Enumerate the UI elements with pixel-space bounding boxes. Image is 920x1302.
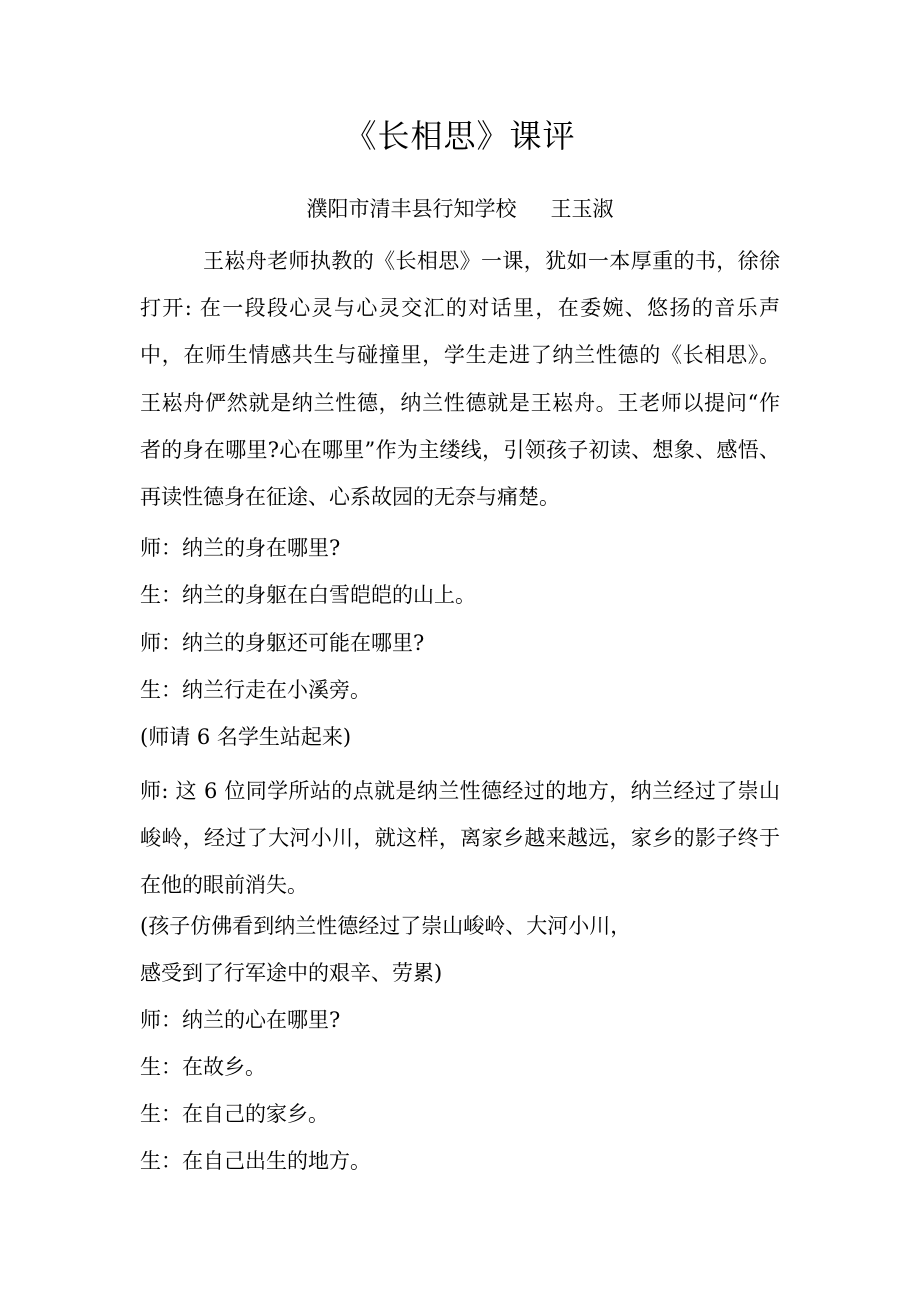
- dialogue-line: 师：纳兰的身在哪里?: [140, 536, 341, 560]
- dialogue-line: 生：纳兰的身躯在白雪皑皑的山上。: [140, 583, 476, 607]
- teacher-paragraph: 师: 这 6 位同学所站的点就是纳兰性德经过的地方，纳兰经过了崇山峻岭，经过了大河小川，就这样，离家乡越来越远，家乡的影子终于在他的眼前消失。: [140, 779, 780, 898]
- document-title: 《长相思》课评: [344, 117, 576, 155]
- dialogue-line: 师：纳兰的身躯还可能在哪里?: [140, 631, 425, 655]
- dialogue-line: 生：在自己出生的地方。: [140, 1149, 371, 1173]
- dialogue-line: 生：在故乡。: [140, 1055, 266, 1079]
- observation-note: (孩子仿佛看到纳兰性德经过了崇山峻岭、大河小川，: [140, 914, 632, 938]
- school-name: 濮阳市清丰县行知学校: [306, 197, 517, 221]
- author-name: 王玉淑: [550, 197, 614, 221]
- stage-note: (师请 6 名学生站起来): [140, 725, 352, 749]
- dialogue-line: 生：纳兰行走在小溪旁。: [140, 678, 371, 702]
- dialogue-line: 师：纳兰的心在哪里?: [140, 1008, 341, 1032]
- observation-note: 感受到了行军途中的艰辛、劳累): [140, 961, 443, 985]
- dialogue-line: 生：在自己的家乡。: [140, 1102, 329, 1126]
- byline: [0, 192, 920, 226]
- intro-paragraph: 王崧舟老师执教的《长相思》一课，犹如一本厚重的书，徐徐打开: 在一段段心灵与心灵交汇的对话里，在委婉、悠扬的音乐声中，在师生情感共生与碰撞里，学生走进了纳兰性德的《长相思》。王崧舟俨然就是纳兰性德，纳兰性德就是王崧舟。王老师以提问“作者的身在哪里?心在哪里”作为主缕线，引领孩子初读、想象、感悟、再读性德身在征途、心系故园的无奈与痛楚。: [140, 249, 780, 510]
